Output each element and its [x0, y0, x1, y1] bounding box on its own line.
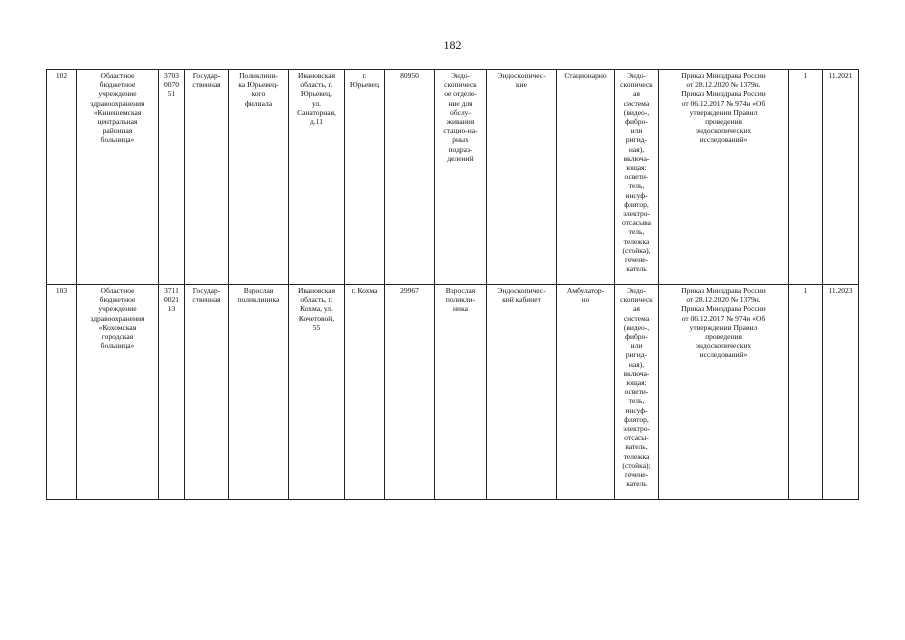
date-cell: 11.2021 — [823, 70, 859, 285]
organization-cell: Областное бюджетное учреждение здравоохранения «Кинешемская центральная районная больница» — [77, 70, 159, 285]
code-cell: 3711 0021 13 — [159, 285, 185, 500]
address-cell: Ивановская область, г. Кохма, ул. Кочетовой, 55 — [289, 285, 345, 500]
order-cell: Приказ Минздрава России от 28.12.2020 № 1379н. Приказ Минздрава России от 06.12.2017 № 974н «Об утверждении Правил проведения эндоскопических исследований» — [659, 285, 789, 500]
table-row — [47, 70, 859, 285]
okato-cell: 29967 — [385, 285, 435, 500]
table-row — [47, 285, 859, 500]
equipment-register-table — [46, 69, 859, 500]
row-number: 102 — [47, 70, 77, 285]
locality-cell: г. Юрьевец — [345, 70, 385, 285]
care-type-cell: Стационарно — [557, 70, 615, 285]
unit-cell: Взрослая поликли- ника — [435, 285, 487, 500]
row-number: 103 — [47, 285, 77, 500]
code-cell: 3703 0070 51 — [159, 70, 185, 285]
care-type-cell: Амбулатор- но — [557, 285, 615, 500]
equipment-cell: Эндо- скопическ ая система (видео-, фибро- или ригид- ная), включа- ющая: освети- тель, инсуф- флятор, электро- отсасы- ватель, тележка (стойка); гечене- катель — [615, 285, 659, 500]
date-cell: 11.2023 — [823, 285, 859, 500]
locality-cell: г. Кохма — [345, 285, 385, 500]
organization-cell: Областное бюджетное учреждение здравоохранения «Кохомская городская больница» — [77, 285, 159, 500]
equipment-cell: Эндо- скопическ ая система (видео-, фибро- или ригид- ная), включа- ющая: освети- тель, инсуф- флятор, электро- отсасыва тель, тележка (стойка), гечене- катель — [615, 70, 659, 285]
quantity-cell: 1 — [789, 285, 823, 500]
okato-cell: 80950 — [385, 70, 435, 285]
address-cell: Ивановская область, г. Юрьевец, ул. Санаторная, д.11 — [289, 70, 345, 285]
profile-cell: Эндоскопичес- кий кабинет — [487, 285, 557, 500]
subdivision-cell: Взрослая поликлиника — [229, 285, 289, 500]
subdivision-cell: Поликлини- ка Юрьевец- кого филиала — [229, 70, 289, 285]
order-cell: Приказ Минздрава России от 28.12.2020 № 1379н. Приказ Минздрава России от 06.12.2017 № 974н «Об утверждении Правил проведения эндоскопических исследований» — [659, 70, 789, 285]
quantity-cell: 1 — [789, 70, 823, 285]
ownership-cell: Государ- ственная — [185, 70, 229, 285]
ownership-cell: Государ- ственная — [185, 285, 229, 500]
unit-cell: Эндо- скопическ ое отделе- ние для обслу- живания стацио-на- рных подраз- делений — [435, 70, 487, 285]
page-number: 182 — [443, 38, 462, 52]
profile-cell: Эндоскопичес- кие — [487, 70, 557, 285]
